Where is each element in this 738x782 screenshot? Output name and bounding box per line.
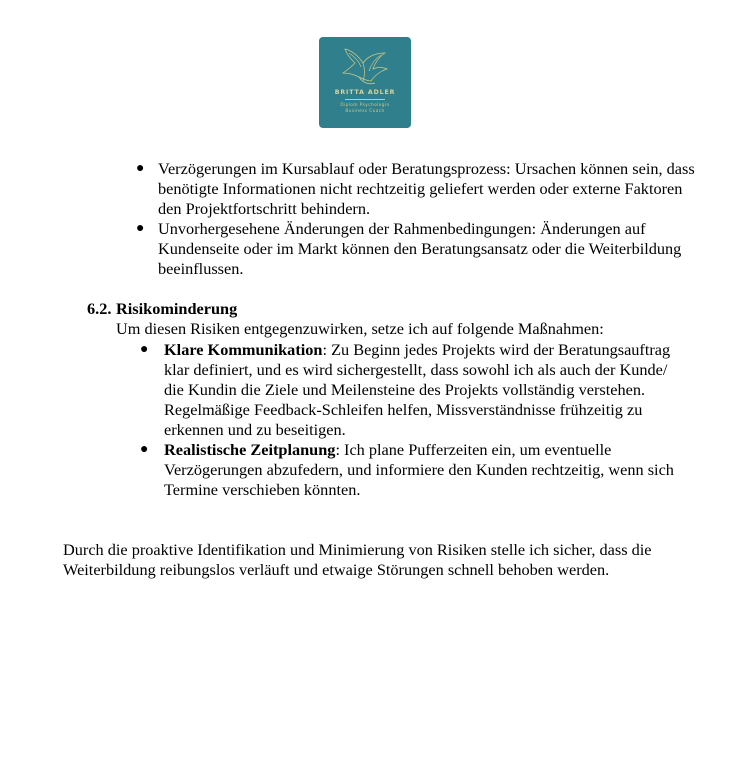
measure-title: Realistische Zeitplanung	[164, 440, 336, 459]
section-heading	[87, 299, 237, 319]
logo-name: BRITTA ADLER	[334, 89, 396, 96]
closing-paragraph: Durch die proaktive Identifikation und Minimierung von Risiken stelle ich sicher, dass die Weiterbildung reibungslos verläuft und etwaige Störungen schnell behoben werden.	[63, 540, 652, 579]
bullet-icon: ●	[136, 161, 145, 176]
section-intro: Um diesen Risiken entgegenzuwirken, setze ich auf folgende Maßnahmen:	[116, 319, 604, 338]
section-number: 6.2.	[87, 299, 112, 318]
measure-title: Klare Kommunikation	[164, 340, 323, 359]
list-item	[140, 440, 684, 500]
list-item-text: Unvorhergesehene Änderungen der Rahmenbedingungen: Änderungen auf Kundenseite oder im Markt können den Beratungsansatz oder die Weiterbildung beeinflussen.	[158, 219, 682, 278]
list-item	[136, 219, 698, 279]
bird-icon	[319, 37, 411, 128]
logo-divider	[345, 99, 385, 100]
list-item-text: Verzögerungen im Kursablauf oder Beratungsprozess: Ursachen können sein, dass benötigte Informationen nicht rechtzeitig geliefert werden oder externe Faktoren den Projektfortschritt behindern.	[158, 159, 695, 218]
logo-subtitle-2: Business Coach	[345, 109, 385, 114]
list-item	[140, 340, 684, 440]
logo-subtitle-1: Diplom Psychologin	[340, 103, 390, 108]
risk-list	[136, 159, 698, 279]
brand-logo	[319, 37, 411, 128]
measure-text: : Zu Beginn jedes Projekts wird der Beratungsauftrag klar definiert, und es wird sichergestellt, dass sowohl ich als auch der Kunde/ die Kundin die Ziele und Meilensteine des Projekts vollständig verstehen. Regelmäßige Feedback-Schleifen helfen, Missverständnisse frühzeitig zu erkennen und zu beseitigen.	[164, 340, 671, 439]
bullet-icon: ●	[140, 342, 149, 357]
list-item	[136, 159, 698, 219]
measures-list	[140, 340, 684, 500]
section-title: Risikominderung	[116, 299, 238, 318]
bullet-icon: ●	[136, 221, 145, 236]
measure-text: : Ich plane Pufferzeiten ein, um eventuelle Verzögerungen abzufedern, und informiere den Kunden rechtzeitig, wenn sich Termine verschieben könnten.	[164, 440, 674, 499]
bullet-icon: ●	[140, 442, 149, 457]
